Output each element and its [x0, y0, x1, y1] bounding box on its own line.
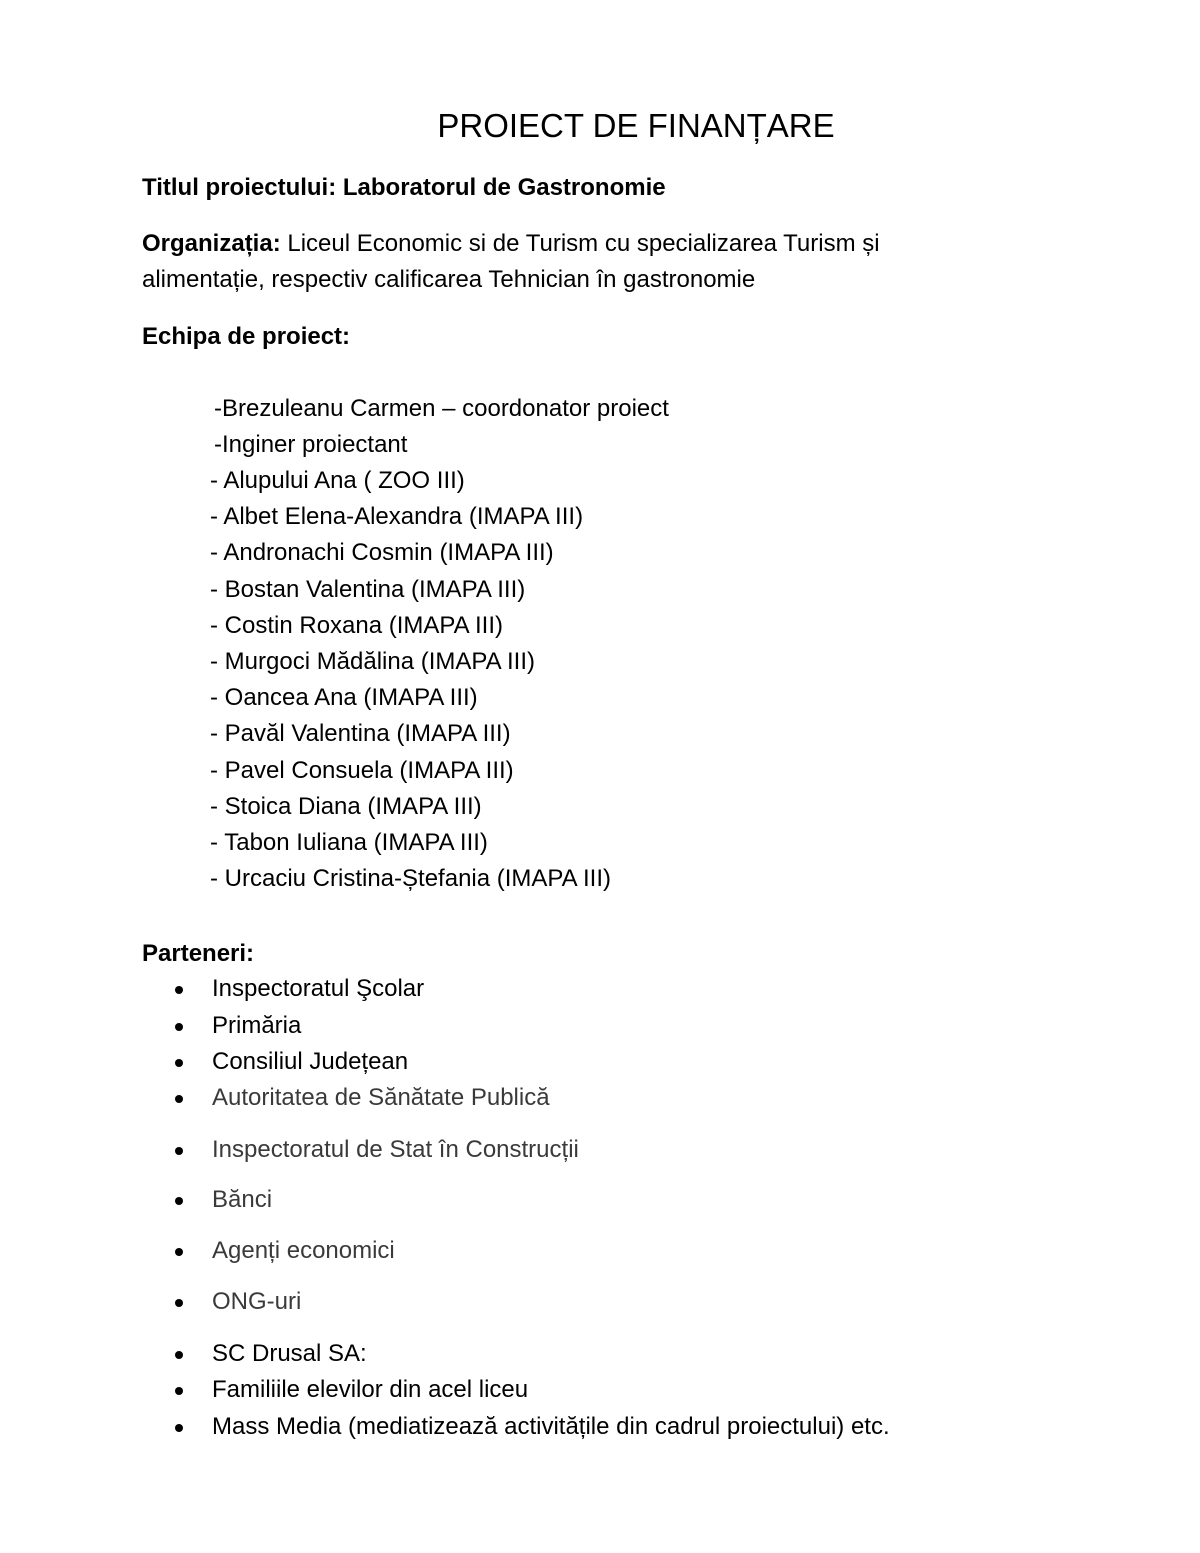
- partner-item: [212, 1182, 272, 1218]
- team-member: - Murgoci Mădălina (IMAPA III): [210, 648, 535, 675]
- project-title-value: Laboratorul de Gastronomie: [342, 174, 666, 201]
- bullet-icon: [175, 986, 183, 994]
- bullet-icon: [175, 1351, 183, 1359]
- team-member: - Oancea Ana (IMAPA III): [210, 684, 478, 711]
- team-member: - Costin Roxana (IMAPA III): [210, 612, 503, 639]
- organization-line-2: [142, 262, 755, 298]
- document-title: PROIECT DE FINANȚARE: [437, 107, 835, 144]
- partner-label: SC Drusal SA:: [212, 1340, 367, 1367]
- team-member: - Pavel Consuela (IMAPA III): [210, 757, 514, 784]
- team-heading: Echipa de proiect:: [142, 323, 351, 350]
- partner-label: Bănci: [212, 1186, 273, 1213]
- partner-label: Mass Media (mediatizează activitățile din cadrul proiectului) etc.: [212, 1413, 890, 1440]
- team-member: - Bostan Valentina (IMAPA III): [210, 576, 526, 603]
- partner-item: [212, 1336, 367, 1372]
- team-member: -Brezuleanu Carmen – coordonator proiect: [214, 395, 669, 422]
- partner-item: [212, 971, 424, 1007]
- bullet-icon: [175, 1147, 183, 1155]
- partner-item: [212, 1233, 395, 1269]
- bullet-icon: [175, 1387, 183, 1395]
- partner-item: [212, 1132, 579, 1168]
- bullet-icon: [175, 1424, 183, 1432]
- partner-label: ONG-uri: [212, 1288, 302, 1315]
- partner-label: Familiile elevilor din acel liceu: [212, 1376, 529, 1403]
- bullet-icon: [175, 1197, 183, 1205]
- bullet-icon: [175, 1248, 183, 1256]
- partner-item: [212, 1080, 550, 1116]
- partner-item: [212, 1372, 528, 1408]
- team-member: - Urcaciu Cristina-Ștefania (IMAPA III): [210, 865, 611, 892]
- project-title-label: Titlul proiectului:: [142, 174, 337, 201]
- bullet-icon: [175, 1023, 183, 1031]
- project-title-line: [142, 170, 666, 206]
- team-member: - Tabon Iuliana (IMAPA III): [210, 829, 488, 856]
- partner-label: Inspectoratul de Stat în Construcții: [212, 1136, 579, 1163]
- team-member: - Andronachi Cosmin (IMAPA III): [210, 539, 554, 566]
- team-member: -Inginer proiectant: [214, 431, 408, 458]
- team-member: - Alupului Ana ( ZOO III): [210, 467, 465, 494]
- team-member: - Pavăl Valentina (IMAPA III): [210, 720, 511, 747]
- partner-label: Agenți economici: [212, 1237, 395, 1264]
- organization-text-1: Liceul Economic si de Turism cu specializarea Turism și: [287, 230, 880, 257]
- partner-label: Autoritatea de Sănătate Publică: [212, 1084, 550, 1111]
- partner-item: [212, 1008, 301, 1044]
- partner-label: Primăria: [212, 1012, 302, 1039]
- organization-text-2: alimentație, respectiv calificarea Tehnician în gastronomie: [142, 266, 756, 293]
- partner-item: [212, 1044, 408, 1080]
- organization-label: Organizația:: [142, 230, 281, 257]
- partner-label: Consiliul Județean: [212, 1048, 409, 1075]
- partner-label: Inspectoratul Şcolar: [212, 975, 425, 1002]
- team-member: - Albet Elena-Alexandra (IMAPA III): [210, 503, 584, 530]
- team-member: - Stoica Diana (IMAPA III): [210, 793, 482, 820]
- partner-item: [212, 1284, 301, 1320]
- partner-item: [212, 1409, 890, 1445]
- organization-line-1: [142, 226, 880, 262]
- partners-heading: Parteneri:: [142, 940, 255, 967]
- bullet-icon: [175, 1299, 183, 1307]
- bullet-icon: [175, 1059, 183, 1067]
- bullet-icon: [175, 1095, 183, 1103]
